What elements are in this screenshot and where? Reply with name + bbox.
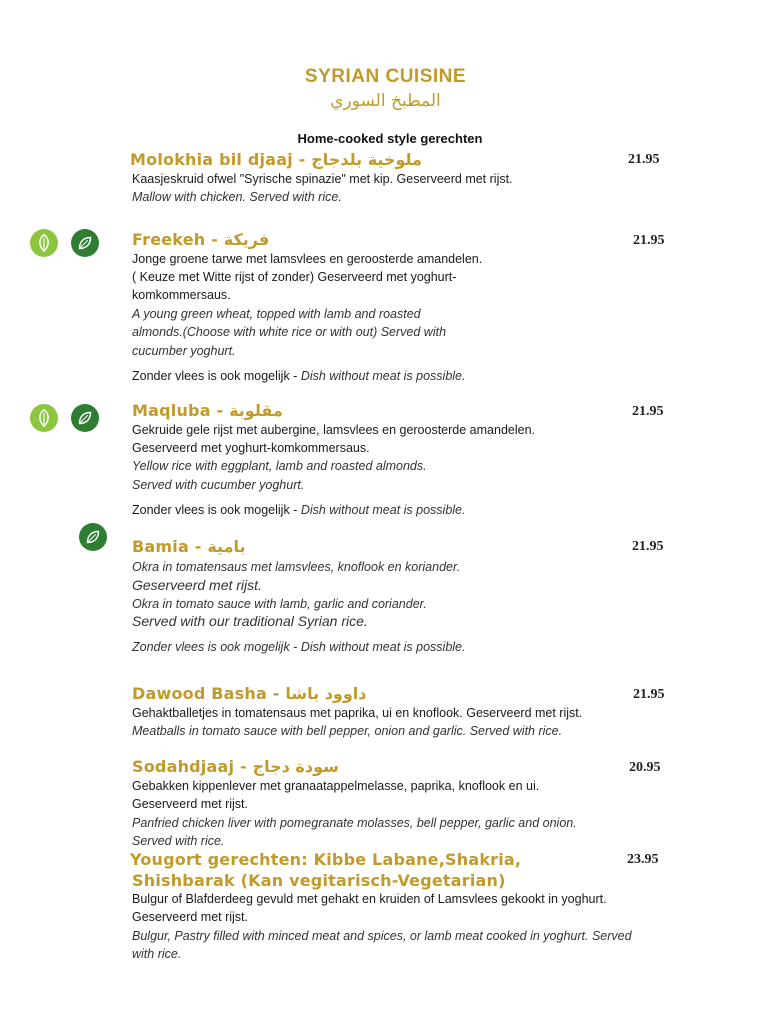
dish-price-sodahdjaaj: 20.95 (629, 760, 661, 775)
dish-name-yoghurt-dishes: Yougort gerechten: Kibbe Labane,Shakria, (130, 850, 522, 869)
dish-name-maqluba: Maqluba - مقلوبة (132, 401, 283, 420)
dish-price-maqluba: 21.95 (632, 404, 664, 419)
dish-name-molokhia: Molokhia bil djaaj - ملوخية بلدجاج (130, 150, 422, 169)
dish-desc-nl: ( Keuze met Witte rijst of zonder) Geserveerd met yoghurt- (132, 270, 457, 284)
dish-price-yoghurt-dishes: 23.95 (627, 852, 659, 867)
dish-desc-en: Served with our traditional Syrian rice. (132, 613, 368, 629)
dish-desc-nl: komkommersaus. (132, 288, 231, 302)
dish-desc-nl: Kaasjeskruid ofwel "Syrische spinazie" met kip. Geserveerd met rijst. (132, 172, 513, 186)
dish-desc-en: Meatballs in tomato sauce with bell pepper, onion and garlic. Served with rice. (132, 724, 563, 738)
meat-optional-note: Zonder vlees is ook mogelijk - Dish without meat is possible. (132, 503, 466, 517)
dish-desc-nl: Okra in tomatensaus met lamsvlees, knoflook en koriander. (132, 560, 461, 574)
dish-desc-nl: Gehaktballetjes in tomatensaus met paprika, ui en knoflook. Geserveerd met rijst. (132, 706, 583, 720)
dish-price-molokhia: 21.95 (628, 152, 660, 167)
dish-desc-en: with rice. (132, 947, 182, 961)
dish-desc-en: Okra in tomato sauce with lamb, garlic and coriander. (132, 597, 427, 611)
dish-desc-en: cucumber yoghurt. (132, 344, 236, 358)
dish-desc-nl: Gebakken kippenlever met granaatappelmelasse, paprika, knoflook en ui. (132, 779, 540, 793)
dish-name-yoghurt-dishes-line2: Shishbarak (Kan vegitarisch-Vegetarian) (132, 871, 506, 890)
meat-optional-note: Zonder vlees is ook mogelijk - Dish without meat is possible. (132, 369, 466, 383)
dish-desc-nl: Bulgur of Blafderdeeg gevuld met gehakt en kruiden of Lamsvlees gekookt in yoghurt. (132, 892, 607, 906)
vegetarian-icon (30, 229, 58, 257)
dish-desc-en: almonds.(Choose with white rice or with out) Served with (132, 325, 447, 339)
dish-price-bamia: 21.95 (632, 539, 664, 554)
dish-name-bamia: Bamia - بامية (132, 537, 246, 556)
dish-desc-en: Bulgur, Pastry filled with minced meat and spices, or lamb meat cooked in yoghurt. Served (132, 929, 632, 943)
vegan-icon (79, 523, 107, 551)
dish-name-freekeh: Freekeh - فريكة (132, 230, 270, 249)
dish-desc-en: Served with cucumber yoghurt. (132, 478, 305, 492)
vegan-icon (71, 404, 99, 432)
dish-desc-en: Yellow rice with eggplant, lamb and roasted almonds. (132, 459, 427, 473)
dish-desc-en: Mallow with chicken. Served with rice. (132, 190, 342, 204)
dish-name-sodahdjaaj: Sodahdjaaj - سودة دجاج (132, 757, 339, 776)
dish-desc-en: Served with rice. (132, 834, 225, 848)
dish-desc-en: A young green wheat, topped with lamb and roasted (132, 307, 421, 321)
dish-desc-nl: Geserveerd met yoghurt-komkommersaus. (132, 441, 370, 455)
dish-desc-nl: Geserveerd met rijst. (132, 577, 262, 593)
dish-desc-nl: Gekruide gele rijst met aubergine, lamsvlees en geroosterde amandelen. (132, 423, 536, 437)
menu-title-arabic: المطبخ السوري (330, 91, 441, 111)
section-heading: Home-cooked style gerechten (297, 131, 483, 146)
dish-desc-nl: Geserveerd met rijst. (132, 797, 249, 811)
dish-desc-nl: Jonge groene tarwe met lamsvlees en geroosterde amandelen. (132, 252, 483, 266)
dish-price-freekeh: 21.95 (633, 233, 665, 248)
dish-desc-en: Panfried chicken liver with pomegranate molasses, bell pepper, garlic and onion. (132, 816, 577, 830)
dish-desc-nl: Geserveerd met rijst. (132, 910, 249, 924)
meat-optional-note: Zonder vlees is ook mogelijk - Dish without meat is possible. (132, 640, 466, 654)
dish-name-dawood-basha: Dawood Basha - داوود باشا (132, 684, 367, 703)
dish-price-dawood-basha: 21.95 (633, 687, 665, 702)
menu-title: SYRIAN CUISINE (304, 66, 467, 87)
vegetarian-icon (30, 404, 58, 432)
vegan-icon (71, 229, 99, 257)
